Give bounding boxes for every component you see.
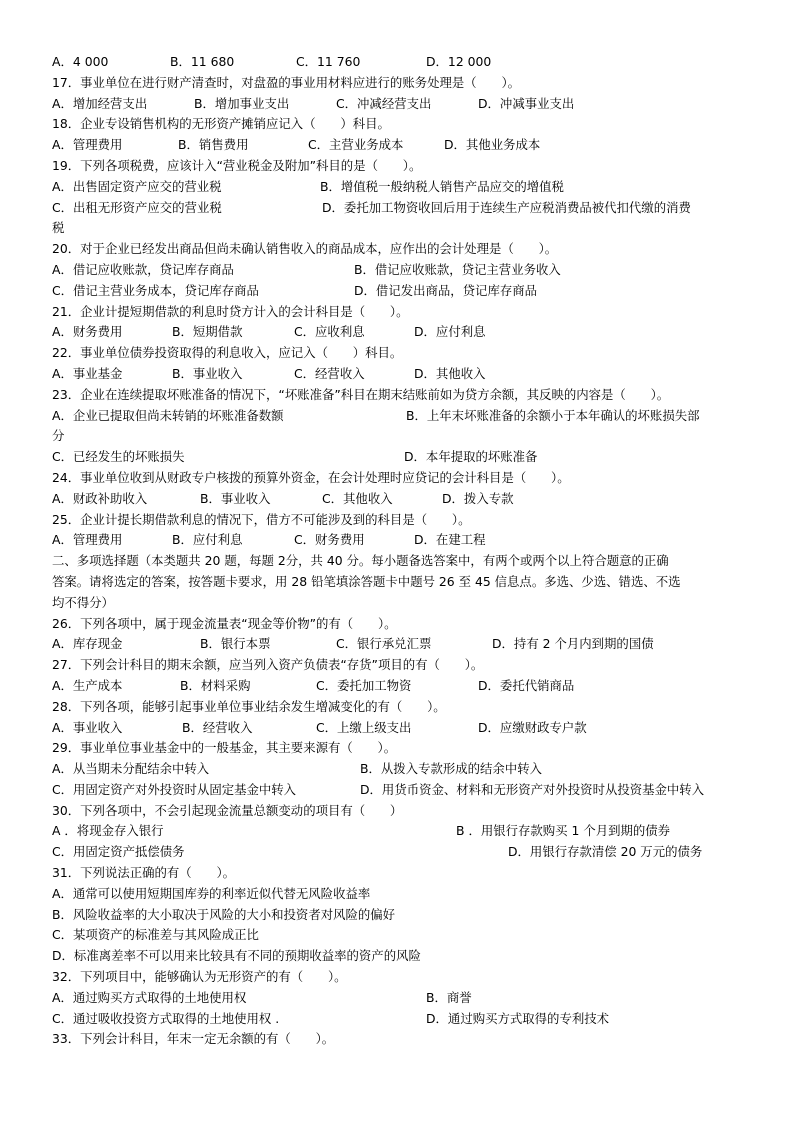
option-d: D．冲减事业支出	[478, 95, 575, 111]
option-b: B．从拨入专款形成的结余中转入	[360, 761, 542, 777]
option-d: D．用货币资金、材料和无形资产对外投资时从投资基金中转入	[360, 781, 705, 797]
option-a: A．事业基金	[52, 365, 123, 381]
option-c: C．应收利息	[294, 324, 365, 340]
option-c: C．冲减经营支出	[336, 95, 432, 111]
options-row	[52, 530, 742, 551]
question-31: 31．下列说法正确的有（ ）。	[52, 865, 236, 881]
options-row	[52, 988, 742, 1009]
option-b: B．增加事业支出	[194, 95, 290, 111]
options-row	[52, 177, 742, 198]
option-d: D．持有 2 个月内到期的国债	[492, 636, 654, 652]
options-row	[52, 489, 742, 510]
option-a: A．生产成本	[52, 677, 123, 693]
options-row	[52, 135, 742, 156]
option-d: D．12 000	[426, 54, 492, 69]
options-row	[52, 718, 742, 739]
option-c: C．主营业务成本	[308, 137, 404, 153]
question-20: 20．对于企业已经发出商品但尚未确认销售收入的商品成本，应作出的会计处理是（ ）。	[52, 241, 558, 257]
question-25: 25．企业计提长期借款利息的情况下，借方不可能涉及到的科目是（ ）。	[52, 511, 471, 527]
option-d: D．借记发出商品，贷记库存商品	[354, 282, 538, 298]
options-row	[52, 780, 742, 801]
options-row	[52, 406, 742, 427]
options-row	[52, 1009, 742, 1030]
option-a: A．4 000	[52, 54, 109, 69]
option-d: D．拨入专款	[442, 490, 514, 506]
section-heading: 二、多项选择题（本类题共 20 题，每题 2分，共 40 分。每小题备选答案中，有两个或两个以上符合题意的正确	[52, 553, 669, 569]
option-d: D．标准离差率不可以用来比较具有不同的预期收益率的资产的风险	[52, 948, 421, 964]
question-19: 19．下列各项税费，应该计入“营业税金及附加”科目的是（ ）。	[52, 157, 422, 173]
section-instructions: 答案。请将选定的答案，按答题卡要求，用 28 铅笔填涂答题卡中题号 26 至 45 信息点。多选、少选、错选、不选	[52, 573, 681, 589]
option-b: B．11 680	[170, 54, 235, 69]
options-row	[52, 821, 742, 842]
options-row	[52, 52, 742, 73]
option-a: A．财务费用	[52, 324, 123, 340]
option-continuation: 分	[52, 428, 65, 444]
option-c: C．11 760	[296, 54, 361, 69]
options-row	[52, 364, 742, 385]
option-a: A．借记应收账款，贷记库存商品	[52, 261, 234, 277]
option-c: C．某项资产的标准差与其风险成正比	[52, 927, 259, 943]
options-row	[52, 634, 742, 655]
option-d: D．通过购买方式取得的专利技术	[426, 1010, 610, 1026]
question-27: 27．下列会计科目的期末余额，应当列入资产负债表“存货”项目的有（ ）。	[52, 657, 484, 673]
question-33: 33．下列会计科目，年末一定无余额的有（ ）。	[52, 1031, 335, 1047]
option-a: A．管理费用	[52, 532, 123, 548]
option-c: C．借记主营业务成本，贷记库存商品	[52, 282, 259, 298]
question-24: 24．事业单位收到从财政专户核拨的预算外资金，在会计处理时应贷记的会计科目是（ ）。	[52, 469, 570, 485]
option-b: B．事业收入	[200, 490, 271, 506]
options-row	[52, 759, 742, 780]
option-d: D．本年提取的坏账准备	[404, 449, 538, 465]
question-23: 23．企业在连续提取坏账准备的情况下，“坏账准备”科目在期末结账前如为贷方余额，其反映的内容是（ ）。	[52, 386, 670, 402]
section-instructions: 均不得分）	[52, 594, 114, 610]
option-c: C．其他收入	[322, 490, 393, 506]
option-c: C．用固定资产抵偿债务	[52, 844, 185, 860]
options-row	[52, 94, 742, 115]
question-18: 18．企业专设销售机构的无形资产摊销应记入（ ）科目。	[52, 116, 390, 132]
option-d: D．其他业务成本	[444, 137, 541, 153]
option-c: C．经营收入	[294, 365, 365, 381]
exam-page	[52, 52, 742, 1050]
options-row	[52, 198, 742, 219]
option-c: C．出租无形资产应交的营业税	[52, 199, 222, 215]
option-b: B．增值税一般纳税人销售产品应交的增值税	[320, 178, 564, 194]
option-c: C．用固定资产对外投资时从固定基金中转入	[52, 781, 297, 797]
option-a: A．事业收入	[52, 719, 123, 735]
option-c: C．委托加工物资	[316, 677, 412, 693]
option-d: D．应付利息	[414, 324, 486, 340]
question-28: 28．下列各项，能够引起事业单位事业结余发生增减变化的有（ ）。	[52, 698, 446, 714]
options-row	[52, 260, 742, 281]
option-b: B．销售费用	[178, 137, 249, 153]
option-b: B．借记应收账款，贷记主营业务收入	[354, 261, 561, 277]
option-d: D．用银行存款清偿 20 万元的债务	[508, 844, 703, 860]
option-b: B．银行本票	[200, 636, 271, 652]
option-a: A．通过购买方式取得的土地使用权	[52, 989, 247, 1005]
option-d: D．委托加工物资收回后用于连续生产应税消费品被代扣代缴的消费	[322, 199, 691, 215]
option-c: C．银行承兑汇票	[336, 636, 432, 652]
question-21: 21．企业计提短期借款的利息时贷方计入的会计科目是（ ）。	[52, 303, 409, 319]
option-b: B．应付利息	[172, 532, 243, 548]
option-d: D．其他收入	[414, 365, 486, 381]
option-b: B．风险收益率的大小取决于风险的大小和投资者对风险的偏好	[52, 906, 396, 922]
option-a: A．通常可以使用短期国库券的利率近似代替无风险收益率	[52, 885, 371, 901]
option-d: D．应缴财政专户款	[478, 719, 587, 735]
options-row	[52, 281, 742, 302]
option-c: C．财务费用	[294, 532, 365, 548]
option-a: A．管理费用	[52, 137, 123, 153]
option-b: B．上年末坏账准备的余额小于本年确认的坏账损失部	[406, 407, 700, 423]
option-a: A．增加经营支出	[52, 95, 148, 111]
options-row	[52, 322, 742, 343]
option-b: B．材料采购	[180, 677, 251, 693]
question-32: 32．下列项目中，能够确认为无形资产的有（ ）。	[52, 969, 347, 985]
option-c: C．已经发生的坏账损失	[52, 449, 185, 465]
question-29: 29．事业单位事业基金中的一般基金，其主要来源有（ ）。	[52, 740, 397, 756]
options-row	[52, 842, 742, 863]
option-c: C．上缴上级支出	[316, 719, 412, 735]
question-26: 26．下列各项中，属于现金流量表“现金等价物”的有（ ）。	[52, 615, 397, 631]
option-b: B．商誉	[426, 989, 472, 1005]
option-c: C．通过吸收投资方式取得的土地使用权 .	[52, 1010, 280, 1026]
option-a: A．从当期未分配结余中转入	[52, 761, 210, 777]
question-22: 22．事业单位债券投资取得的利息收入，应记入（ ）科目。	[52, 345, 403, 361]
option-b: B．事业收入	[172, 365, 243, 381]
option-d: D．委托代销商品	[478, 677, 575, 693]
option-b: B．短期借款	[172, 324, 243, 340]
option-continuation: 税	[52, 220, 65, 236]
options-row	[52, 447, 742, 468]
question-30: 30．下列各项中，不会引起现金流量总额变动的项目有（ ）	[52, 802, 403, 818]
option-a: A．企业已提取但尚未转销的坏账准备数额	[52, 407, 284, 423]
option-d: D．在建工程	[414, 532, 486, 548]
option-b: B ．用银行存款购买 1 个月到期的债券	[456, 823, 671, 839]
option-a: A．财政补助收入	[52, 490, 148, 506]
option-a: A ．将现金存入银行	[52, 823, 164, 839]
option-a: A．出售固定资产应交的营业税	[52, 178, 222, 194]
question-17: 17．事业单位在进行财产清查时，对盘盈的事业用材料应进行的账务处理是（ ）。	[52, 74, 521, 90]
options-row	[52, 676, 742, 697]
option-a: A．库存现金	[52, 636, 123, 652]
option-b: B．经营收入	[182, 719, 253, 735]
